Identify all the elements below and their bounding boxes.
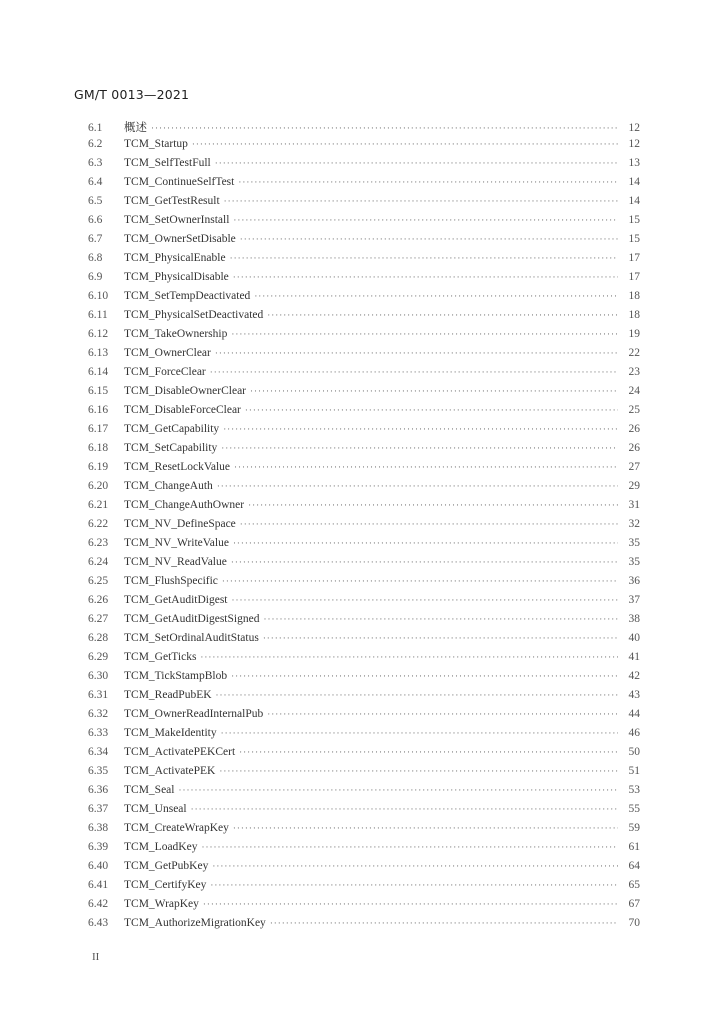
toc-entry-title: TCM_ContinueSelfTest [124,176,235,188]
toc-entry[interactable] [88,765,640,784]
toc-entry-number: 6.28 [88,632,109,644]
toc-entry[interactable] [88,613,640,632]
toc-entry-page: 40 [628,632,640,644]
toc-entry-number: 6.5 [88,195,103,207]
toc-entry-number: 6.22 [88,518,109,530]
toc-entry-number: 6.35 [88,765,109,777]
toc-entry-page: 36 [628,575,640,587]
toc-entry-title: TCM_FlushSpecific [124,575,218,587]
toc-entry-title: TCM_ResetLockValue [124,461,231,473]
toc-entry-page: 14 [628,176,640,188]
toc-entry-title: TCM_SetOrdinalAuditStatus [124,632,259,644]
toc-entry-title: TCM_Startup [124,138,188,150]
toc-entry-title: TCM_DisableForceClear [124,404,241,416]
toc-entry[interactable] [88,252,640,271]
toc-entry-number: 6.36 [88,784,109,796]
toc-entry[interactable] [88,537,640,556]
toc-dot-leader [263,633,618,643]
toc-entry-title: TCM_SetOwnerInstall [124,214,230,226]
toc-dot-leader [221,728,618,738]
toc-entry-title: TCM_Seal [124,784,175,796]
toc-entry-page: 65 [628,879,640,891]
toc-dot-leader [245,405,618,415]
toc-entry[interactable] [88,841,640,860]
toc-entry-page: 15 [628,233,640,245]
toc-dot-leader [212,861,618,871]
toc-entry[interactable] [88,347,640,366]
toc-dot-leader [267,310,618,320]
toc-entry[interactable] [88,138,640,157]
toc-dot-leader [254,291,618,301]
toc-dot-leader [231,329,618,339]
toc-entry-title: TCM_DisableOwnerClear [124,385,246,397]
toc-entry-title: TCM_Unseal [124,803,187,815]
toc-entry-number: 6.6 [88,214,103,226]
toc-entry[interactable] [88,708,640,727]
toc-entry-page: 15 [628,214,640,226]
toc-entry-number: 6.1 [88,122,103,134]
toc-entry-page: 37 [628,594,640,606]
toc-entry-number: 6.17 [88,423,109,435]
toc-entry-title: TCM_AuthorizeMigrationKey [124,917,266,929]
toc-entry-number: 6.4 [88,176,103,188]
toc-entry-page: 43 [628,689,640,701]
toc-entry[interactable] [88,784,640,803]
toc-entry-title: TCM_PhysicalEnable [124,252,226,264]
toc-dot-leader [200,652,618,662]
toc-entry-number: 6.29 [88,651,109,663]
toc-entry[interactable] [88,594,640,613]
toc-entry-number: 6.26 [88,594,109,606]
toc-dot-leader [219,766,618,776]
toc-entry-number: 6.14 [88,366,109,378]
toc-entry-title: TCM_ActivatePEKCert [124,746,236,758]
toc-entry[interactable] [88,689,640,708]
toc-entry[interactable] [88,290,640,309]
toc-dot-leader [178,785,618,795]
toc-entry-page: 42 [628,670,640,682]
toc-entry-title: TCM_SetTempDeactivated [124,290,251,302]
toc-entry-page: 24 [628,385,640,397]
toc-entry[interactable] [88,651,640,670]
toc-entry-number: 6.11 [88,309,108,321]
toc-entry-title: 概述 [124,122,147,134]
toc-entry-page: 55 [628,803,640,815]
toc-dot-leader [270,918,618,928]
toc-entry-page: 18 [628,290,640,302]
toc-entry-page: 17 [628,271,640,283]
toc-entry-number: 6.8 [88,252,103,264]
toc-entry-page: 12 [628,122,640,134]
toc-entry-title: TCM_CertifyKey [124,879,207,891]
toc-entry-page: 18 [628,309,640,321]
toc-entry-page: 59 [628,822,640,834]
toc-entry-title: TCM_ReadPubEK [124,689,212,701]
toc-entry-page: 26 [628,423,640,435]
toc-entry-page: 70 [628,917,640,929]
toc-dot-leader [216,690,618,700]
toc-dot-leader [151,123,618,133]
toc-entry-page: 27 [628,461,640,473]
toc-entry-page: 51 [628,765,640,777]
toc-entry-title: TCM_PhysicalDisable [124,271,229,283]
toc-entry-number: 6.30 [88,670,109,682]
toc-entry-number: 6.33 [88,727,109,739]
toc-entry-number: 6.18 [88,442,109,454]
toc-entry-page: 17 [628,252,640,264]
toc-entry-page: 41 [628,651,640,663]
toc-entry-title: TCM_PhysicalSetDeactivated [124,309,264,321]
toc-entry-number: 6.25 [88,575,109,587]
toc-entry-number: 6.16 [88,404,109,416]
toc-entry-number: 6.37 [88,803,109,815]
toc-entry-page: 31 [628,499,640,511]
toc-entry-number: 6.34 [88,746,109,758]
toc-entry[interactable] [88,366,640,385]
toc-dot-leader [238,177,618,187]
toc-dot-leader [215,348,618,358]
toc-entry-number: 6.21 [88,499,109,511]
toc-entry[interactable] [88,214,640,233]
toc-dot-leader [210,367,618,377]
toc-entry-number: 6.10 [88,290,109,302]
toc-entry-page: 23 [628,366,640,378]
toc-entry-number: 6.40 [88,860,109,872]
toc-entry-number: 6.19 [88,461,109,473]
toc-entry-title: TCM_SetCapability [124,442,218,454]
toc-dot-leader [217,481,618,491]
toc-entry-title: TCM_GetPubKey [124,860,209,872]
toc-entry[interactable] [88,423,640,442]
toc-dot-leader [232,595,619,605]
toc-dot-leader [210,880,618,890]
toc-entry[interactable] [88,898,640,917]
toc-entry-page: 61 [628,841,640,853]
toc-entry[interactable] [88,746,640,765]
toc-entry-number: 6.38 [88,822,109,834]
toc-entry-page: 25 [628,404,640,416]
toc-entry-number: 6.42 [88,898,109,910]
toc-entry-number: 6.39 [88,841,109,853]
toc-dot-leader [263,614,618,624]
toc-entry-title: TCM_TakeOwnership [124,328,228,340]
toc-entry-page: 29 [628,480,640,492]
toc-entry-number: 6.41 [88,879,109,891]
toc-entry-number: 6.12 [88,328,109,340]
toc-entry-number: 6.13 [88,347,109,359]
toc-entry-title: TCM_OwnerClear [124,347,211,359]
toc-entry-number: 6.27 [88,613,109,625]
toc-entry[interactable] [88,157,640,176]
toc-entry-page: 50 [628,746,640,758]
toc-dot-leader [221,443,618,453]
toc-entry[interactable] [88,917,640,936]
toc-dot-leader [240,234,618,244]
toc-entry-title: TCM_OwnerReadInternalPub [124,708,264,720]
toc-dot-leader [230,253,618,263]
toc-entry-page: 32 [628,518,640,530]
toc-entry-page: 12 [628,138,640,150]
toc-entry-page: 53 [628,784,640,796]
toc-entry[interactable] [88,879,640,898]
toc-entry-page: 46 [628,727,640,739]
toc-entry[interactable] [88,328,640,347]
toc-entry-number: 6.20 [88,480,109,492]
toc-entry[interactable] [88,233,640,252]
toc-entry-number: 6.24 [88,556,109,568]
toc-entry-page: 44 [628,708,640,720]
toc-dot-leader [231,671,618,681]
toc-entry-title: TCM_GetTestResult [124,195,220,207]
toc-entry[interactable] [88,727,640,746]
toc-dot-leader [203,899,618,909]
toc-entry-page: 19 [628,328,640,340]
toc-entry-title: TCM_TickStampBlob [124,670,228,682]
toc-dot-leader [231,557,618,567]
toc-entry-title: TCM_GetAuditDigest [124,594,228,606]
toc-dot-leader [223,424,618,434]
toc-entry-title: TCM_NV_ReadValue [124,556,227,568]
toc-entry-number: 6.31 [88,689,109,701]
toc-entry-title: TCM_GetAuditDigestSigned [124,613,260,625]
toc-entry-page: 26 [628,442,640,454]
toc-entry-number: 6.7 [88,233,103,245]
toc-entry-title: TCM_ChangeAuthOwner [124,499,245,511]
toc-entry[interactable] [88,404,640,423]
toc-entry-page: 38 [628,613,640,625]
toc-dot-leader [233,215,618,225]
toc-entry[interactable] [88,119,640,138]
toc-dot-leader [224,196,618,206]
toc-entry[interactable] [88,860,640,879]
toc-dot-leader [233,272,618,282]
toc-entry-title: TCM_ActivatePEK [124,765,216,777]
toc-dot-leader [234,462,618,472]
toc-dot-leader [201,842,618,852]
toc-entry[interactable] [88,518,640,537]
toc-entry-title: TCM_OwnerSetDisable [124,233,236,245]
toc-entry-number: 6.23 [88,537,109,549]
toc-entry-page: 35 [628,556,640,568]
toc-entry-number: 6.9 [88,271,103,283]
toc-entry-title: TCM_NV_DefineSpace [124,518,236,530]
toc-entry[interactable] [88,575,640,594]
toc-entry-page: 22 [628,347,640,359]
toc-entry[interactable] [88,271,640,290]
toc-entry-title: TCM_LoadKey [124,841,198,853]
document-id-header: GM/T 0013—2021 [74,87,190,102]
toc-entry-title: TCM_ChangeAuth [124,480,213,492]
toc-entry-page: 67 [628,898,640,910]
toc-entry[interactable] [88,385,640,404]
toc-entry-page: 64 [628,860,640,872]
toc-entry-page: 35 [628,537,640,549]
toc-entry[interactable] [88,176,640,195]
toc-entry-title: TCM_MakeIdentity [124,727,217,739]
toc-entry-number: 6.43 [88,917,109,929]
toc-entry[interactable] [88,480,640,499]
toc-entry[interactable] [88,499,640,518]
toc-entry-number: 6.15 [88,385,109,397]
page-number-footer: II [92,951,100,963]
toc-entry-title: TCM_GetCapability [124,423,220,435]
toc-entry-title: TCM_WrapKey [124,898,199,910]
toc-entry-title: TCM_NV_WriteValue [124,537,229,549]
toc-entry[interactable] [88,670,640,689]
toc-entry-number: 6.3 [88,157,103,169]
toc-entry[interactable] [88,803,640,822]
toc-dot-leader [233,538,618,548]
toc-dot-leader [250,386,618,396]
toc-dot-leader [239,747,618,757]
toc-entry[interactable] [88,632,640,651]
toc-entry-number: 6.32 [88,708,109,720]
toc-entry[interactable] [88,556,640,575]
toc-entry-page: 13 [628,157,640,169]
toc-dot-leader [222,576,618,586]
toc-dot-leader [191,804,618,814]
toc-entry[interactable] [88,442,640,461]
toc-entry[interactable] [88,461,640,480]
toc-dot-leader [240,519,618,529]
toc-entry-page: 14 [628,195,640,207]
toc-dot-leader [248,500,618,510]
toc-entry-title: TCM_CreateWrapKey [124,822,229,834]
toc-entry[interactable] [88,309,640,328]
toc-entry-title: TCM_ForceClear [124,366,206,378]
table-of-contents [88,119,640,936]
toc-entry[interactable] [88,822,640,841]
toc-entry-number: 6.2 [88,138,103,150]
toc-dot-leader [215,158,618,168]
toc-dot-leader [267,709,618,719]
toc-entry-title: TCM_SelfTestFull [124,157,211,169]
toc-entry[interactable] [88,195,640,214]
toc-dot-leader [192,139,618,149]
toc-entry-title: TCM_GetTicks [124,651,197,663]
toc-dot-leader [233,823,618,833]
